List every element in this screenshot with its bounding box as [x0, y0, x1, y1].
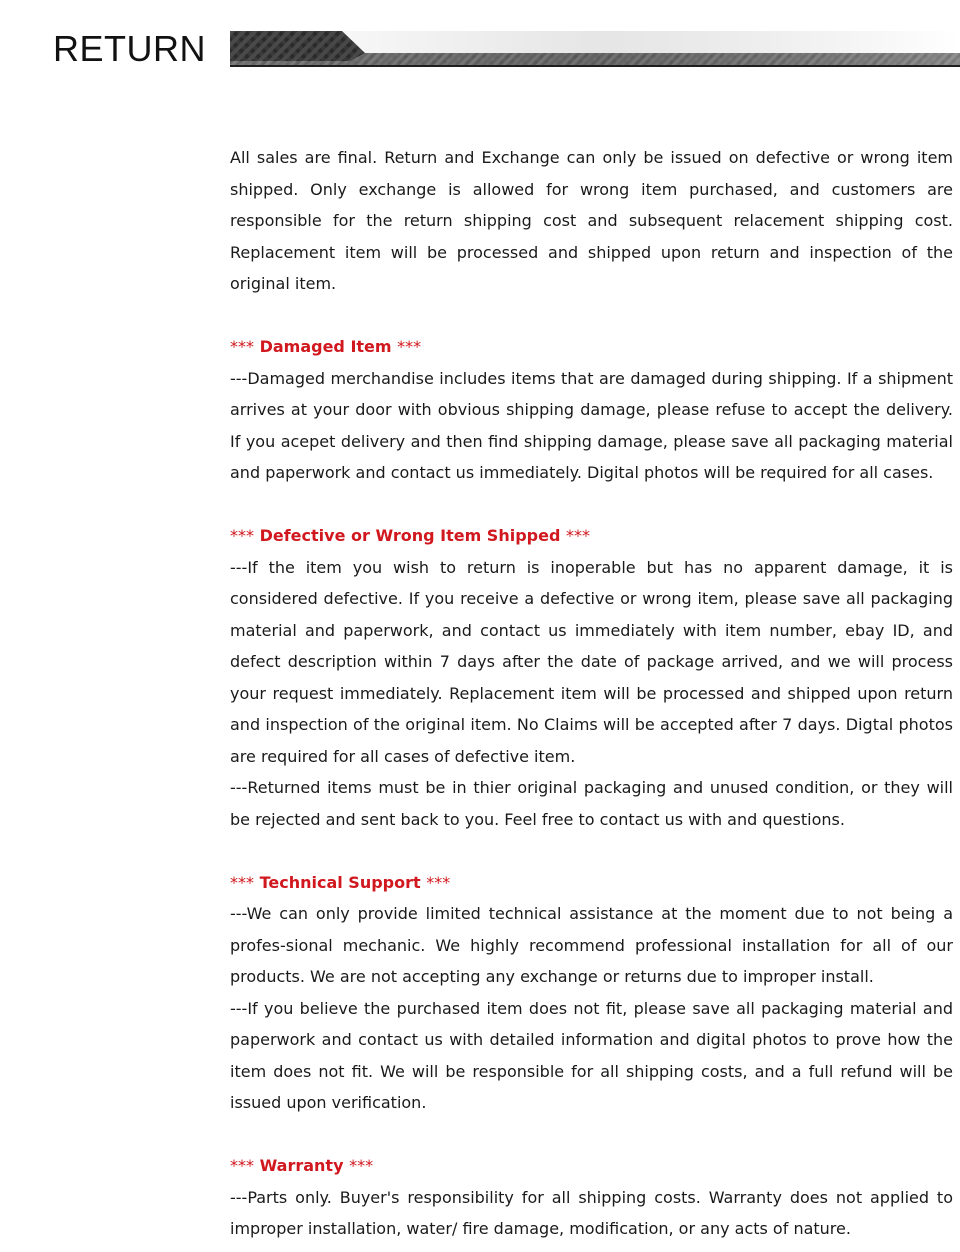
page-title: RETURN [53, 28, 206, 69]
section-warranty [230, 1150, 953, 1245]
section-paragraph: ---If you believe the purchased item does not fit, please save all packaging material and paperwork and contact us with detailed information and digital photos to prove how the item does not fit. We will be responsible for all shipping costs, and a full refund will be issued upon verification. [230, 998, 953, 1112]
page-header [0, 0, 960, 90]
section-paragraph: ---Damaged merchandise includes items that are damaged during shipping. If a shipment arrives at your door with obvious shipping damage, please refuse to accept the delivery. If you acepet delivery and then find shipping damage, please save all packaging material and paperwork and contact us immediately. Digital photos will be required for all cases. [230, 368, 953, 482]
carbon-fiber-title-bar [230, 31, 960, 67]
section-paragraph: ---We can only provide limited technical assistance at the moment due to not being a profes-sional mechanic. We highly recommend professional installation for all of our products. We are not accepting any exchange or returns due to improper install. [230, 904, 953, 986]
policy-content [230, 142, 953, 1245]
section-heading: *** Warranty *** [230, 1156, 374, 1175]
section-heading: *** Technical Support *** [230, 872, 451, 892]
section-technical-support [230, 867, 953, 1119]
section-damaged-item [230, 331, 953, 489]
section-paragraph: ---Returned items must be in thier original packaging and unused condition, or they will be rejected and sent back to you. Feel free to contact us with and questions. [230, 778, 953, 829]
section-paragraph: ---If the item you wish to return is inoperable but has no apparent damage, it is considered defective. If you receive a defective or wrong item, please save all packaging material and paperwork, and contact us immediately with item number, ebay ID, and defect description within 7 days after the date of package arrived, and we will process your request immediately. Replacement item will be processed and shipped upon return and inspection of the original item. No Claims will be accepted after 7 days. Digtal photos are required for all cases of defective item. [230, 557, 953, 766]
intro-paragraph: All sales are final. Return and Exchange can only be issued on defective or wrong item shipped. Only exchange is allowed for wrong item purchased, and customers are responsible for the return shipping cost and subsequent relacement shipping cost. Replacement item will be processed and shipped upon return and inspection of the original item. [230, 148, 953, 293]
section-paragraph: ---Parts only. Buyer's responsibility for all shipping costs. Warranty does not applied to improper installation, water/ fire damage, modification, or any acts of nature. [230, 1187, 953, 1238]
section-defective-or-wrong-item [230, 520, 953, 835]
section-heading: *** Damaged Item *** [230, 337, 422, 356]
section-heading: *** Defective or Wrong Item Shipped *** [230, 526, 590, 545]
